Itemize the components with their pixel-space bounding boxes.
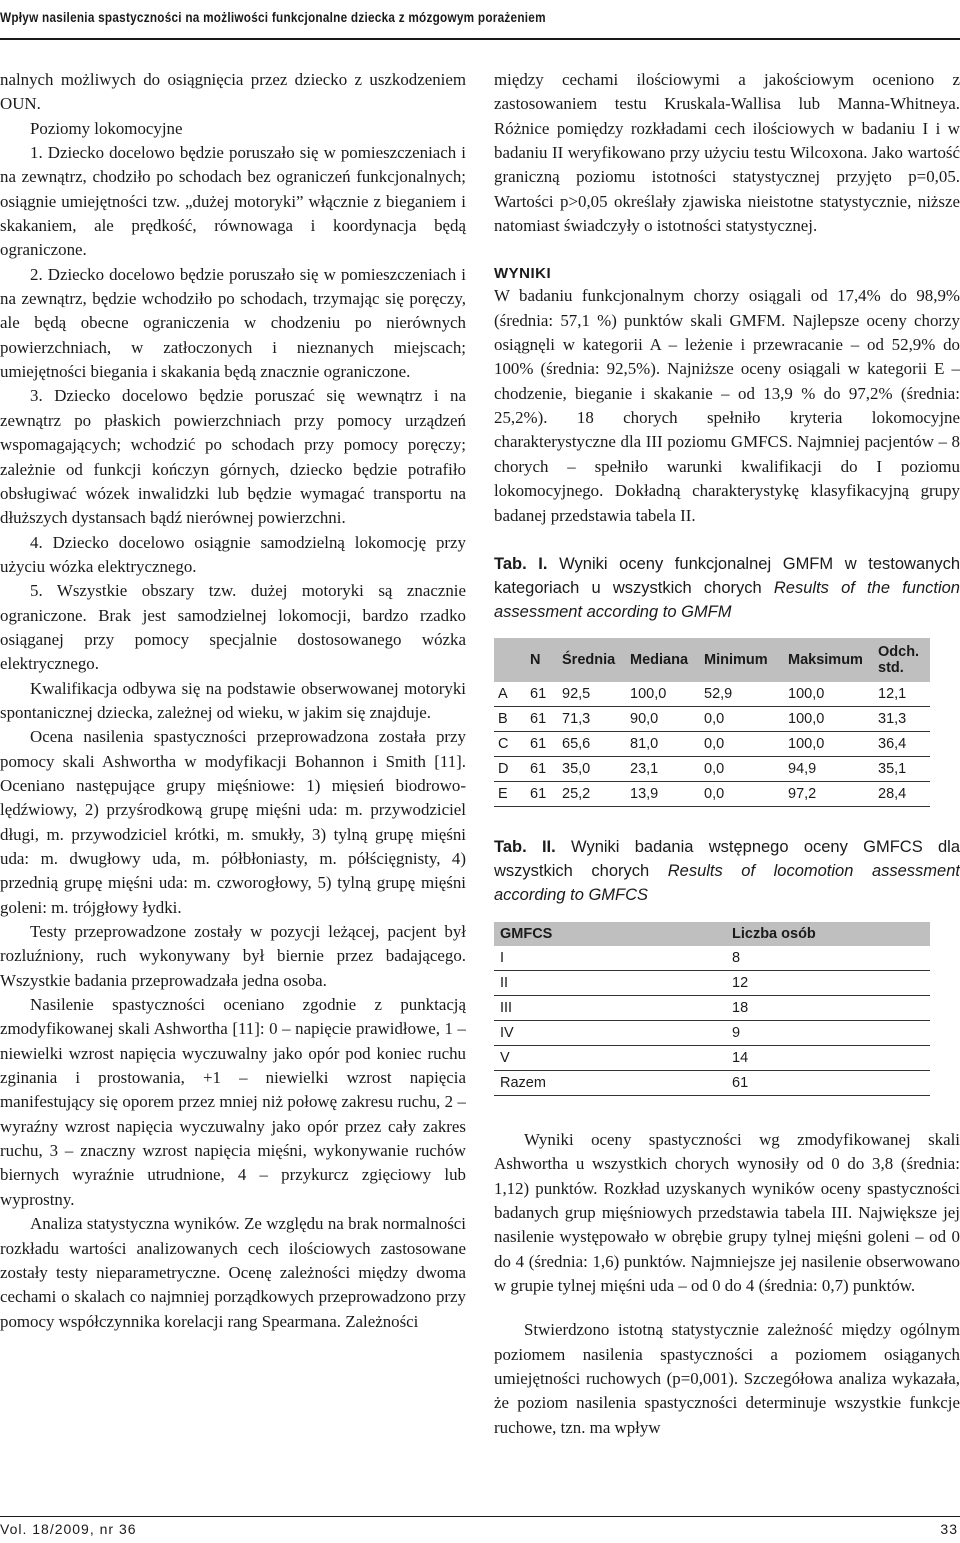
table-row (494, 781, 930, 806)
left-paragraph: Kwalifikacja odbywa się na podstawie obserwowanej motoryki spontanicznej dziecka, zależnej od wieku, w jakim się znajduje. (0, 678, 466, 722)
table-cell: 61 (526, 756, 558, 781)
table1-header-cell (494, 638, 526, 682)
table2-caption (494, 835, 960, 907)
table1-header-cell: Średnia (562, 651, 616, 668)
page-number: 33 (940, 1521, 958, 1537)
left-column (0, 68, 466, 1508)
table1-caption (494, 552, 960, 624)
table1-label: Tab. I. (494, 554, 548, 573)
table-cell: 100,0 (626, 682, 700, 707)
left-paragraph: Testy przeprowadzone zostały w pozycji leżącej, pacjent był rozluźniony, ruch wykonywany był biernie przez badającego. Wszystkie badania przeprowadzała jedna osoba. (0, 922, 466, 990)
table-cell: 0,0 (700, 756, 784, 781)
right-paragraph: Stwierdzono istotną statystycznie zależność między ogólnym poziomem nasilenia spastyczności a poziomem osiąganych umiejętności ruchowych (p=0,001). Szczegółowa analiza wykazała, że poziom nasilenia spastyczności determinuje wszystkie funkcje ruchowe, tzn. ma wpływ (494, 1320, 960, 1437)
footer-rule (0, 1516, 960, 1517)
footer (0, 1521, 960, 1541)
table-cell: 28,4 (874, 781, 930, 806)
table-cell: 18 (726, 995, 930, 1020)
table-cell: 92,5 (558, 682, 626, 707)
left-paragraph: Ocena nasilenia spastyczności przeprowadzona została przy pomocy skali Ashwortha w modyfikacji Bohannon i Smith [11]. Oceniano następujące grupy mięśniowe: 1) mięsień biodrowo-lędźwiowy, 2) przyśrodkową grupę mięśni uda: m. przywodziciel długi, m. przywodziciel krótki, m. smukły, 3) tylną grupę mięśni uda: m. dwugłowy uda, m. półbłoniasty, m. półścięgnisty, 4) przednią grupę mięśni uda: m. czworogłowy, 5) tylną grupę mięśni goleni: m. trójgłowy łydki. (0, 727, 466, 917)
table-cell: 61 (526, 682, 558, 707)
table-cell: Razem (494, 1070, 726, 1095)
header-rule (0, 38, 960, 40)
table-cell: I (494, 946, 726, 971)
table-cell: II (494, 970, 726, 995)
table2-header-row (494, 922, 930, 946)
table-cell: 25,2 (558, 781, 626, 806)
table-cell: 81,0 (626, 731, 700, 756)
table-cell: 90,0 (626, 706, 700, 731)
table1-header-cell: Odch. std. (878, 643, 920, 676)
table-cell: 61 (526, 706, 558, 731)
table1-header-cell: Minimum (704, 651, 768, 668)
table-cell: IV (494, 1020, 726, 1045)
table-row (494, 1070, 930, 1095)
table1-header-cell: Maksimum (788, 651, 863, 668)
table-cell: 8 (726, 946, 930, 971)
table-row (494, 731, 930, 756)
results-heading: WYNIKI (494, 265, 552, 283)
table1-header-cell: N (530, 651, 541, 668)
table1-caption-en: Results of the function assessment according to GMFM (494, 578, 960, 621)
right-paragraph: Wyniki oceny spastyczności wg zmodyfikowanej skali Ashwortha u wszystkich chorych wynosiły od 0 do 3,8 (średnia: 1,12) punktów. Rozkład uzyskanych wyników oceny spastyczności badanych grup mięśniowych przedstawia tabela III. Największe jej nasilenie występowało w obrębie grupy tylnej mięśni goleni – od 0 do 4 (średnia: 1,6) punktów. Najmniejsze jej nasilenie obserwowano w grupie tylnej mięśni uda – od 0 do 4 (średnia: 0,7) punktów. (494, 1129, 960, 1295)
table-row (494, 995, 930, 1020)
right-column (494, 68, 960, 1508)
table2-header-cell: GMFCS (500, 925, 553, 942)
table-cell: 61 (526, 781, 558, 806)
table-cell: 65,6 (558, 731, 626, 756)
left-paragraph: Nasilenie spastyczności oceniano zgodnie z punktacją zmodyfikowanej skali Ashwortha [11]: 0 – napięcie prawidłowe, 1 – niewielki wzrost napięcia wyczuwalny jako opór pod koniec ruchu zginania i prostowania, +1 – niewielki wzrost napięcia manifestujący się oporem przez mniej niż połowę zakresu ruchu, 2 – wyraźny wzrost napięcia wyczuwalny jako opór przez cały zakres ruchu, 3 – znaczny wzrost napięcia mięśni, wykonywanie ruchów biernych wyraźnie utrudnione, 4 – przykurcz zgięciowy lub wyprostny. (0, 995, 466, 1209)
table2-header-cell: Liczba osób (732, 925, 816, 942)
table-row (494, 1020, 930, 1045)
table-cell: 35,1 (874, 756, 930, 781)
table-cell: 13,9 (626, 781, 700, 806)
table1-header-row (494, 638, 930, 682)
table-cell: 0,0 (700, 781, 784, 806)
table-cell: 94,9 (784, 756, 874, 781)
table-cell: 36,4 (874, 731, 930, 756)
left-paragraph: nalnych możliwych do osiągnięcia przez dziecko z uszkodzeniem OUN. (0, 70, 466, 114)
table-cell: 100,0 (784, 706, 874, 731)
table1 (494, 638, 930, 807)
table-row (494, 1045, 930, 1070)
table-cell: 0,0 (700, 706, 784, 731)
table-cell: 9 (726, 1020, 930, 1045)
left-paragraph: 2. Dziecko docelowo będzie poruszało się w pomieszczeniach i na zewnątrz, będzie wchodziło po schodach, trzymając się poręczy, ale będą obecne ograniczenia w chodzeniu po nierównych powierzchniach, w zatłoczonych i nieznanych miejscach; umiejętności biegania i skakania będą znacznie ograniczone. (0, 264, 466, 382)
table2 (494, 922, 930, 1096)
table-cell: 100,0 (784, 682, 874, 707)
table-cell: 97,2 (784, 781, 874, 806)
volume-label: Vol. 18/2009, nr 36 (0, 1521, 137, 1537)
table-cell: 35,0 (558, 756, 626, 781)
table1-caption-pl: Wyniki oceny funkcjonalnej GMFM w testowanych kategoriach u wszystkich chorych (494, 554, 960, 597)
table-cell: D (494, 756, 526, 781)
table-row (494, 946, 930, 971)
table-cell: 61 (526, 731, 558, 756)
left-paragraph: 3. Dziecko docelowo będzie poruszać się wewnątrz i na zewnątrz po płaskich powierzchniach przy pomocy urządzeń wspomagających; wchodzić po schodach przy pomocy poręczy; zależnie od funkcji kończyn górnych, dziecko będzie potrafiło obsługiwać wózek inwalidzki lub będzie wymagać transportu na dłuższych dystansach bądź nierównej powierzchni. (0, 386, 466, 528)
table-cell: 14 (726, 1045, 930, 1070)
left-paragraph: 1. Dziecko docelowo będzie poruszało się w pomieszczeniach i na zewnątrz, chodziło po schodach bez ograniczeń funkcjonalnych; osiągnie umiejętności tzw. „dużej motoryki” włącznie z bieganiem i skakaniem, ale prędkość, równowaga i koordynacja będą ograniczone. (0, 143, 466, 260)
table-cell: 12 (726, 970, 930, 995)
table-cell: 23,1 (626, 756, 700, 781)
table-cell: A (494, 682, 526, 707)
table2-caption-en: Results of locomotion assessment according to GMFCS (494, 861, 960, 904)
left-paragraph: Poziomy lokomocyjne (30, 118, 183, 138)
table2-label: Tab. II. (494, 837, 556, 856)
table-cell: 12,1 (874, 682, 930, 707)
table-row (494, 756, 930, 781)
table-cell: 100,0 (784, 731, 874, 756)
table-cell: 71,3 (558, 706, 626, 731)
table-cell: 31,3 (874, 706, 930, 731)
table-cell: C (494, 731, 526, 756)
table1-header-cell: Mediana (630, 651, 689, 668)
results-paragraph: W badaniu funkcjonalnym chorzy osiągali od 17,4% do 98,9% (średnia: 57,1 %) punktów skali GMFM. Najlepsze oceny chorzy osiągnęli w kategorii A – leżenie i przewracanie – od 52,9% do 100% (średnia: 92,5%). Najniższe oceny osiągali w kategorii E – chodzenie, bieganie i skakanie – od 13,9 % do 97,2% (średnia: 25,2%). 18 chorych spełniło kryteria lokomocyjne charakterystyczne dla III poziomu GMFCS. Najmniej pacjentów – 8 chorych – spełniło warunki kwalifikacji do I poziomu lokomocyjnego. Dokładną charakterystykę klasyfikacyjną grupy badanej przedstawia tabela II. (494, 286, 960, 525)
table2-caption-pl: Wyniki badania wstępnego oceny GMFCS dla wszystkich chorych (494, 837, 960, 880)
running-head: Wpływ nasilenia spastyczności na możliwości funkcjonalne dziecka z mózgowym porażeniem (0, 9, 546, 25)
table-row (494, 682, 930, 707)
table-cell: 52,9 (700, 682, 784, 707)
left-paragraph: 5. Wszystkie obszary tzw. dużej motoryki są znacznie ograniczone. Brak jest samodzielnej lokomocji, bardzo rzadko osiąganej przy pomocy specjalnie dostosowanego wózka elektrycznego. (0, 581, 466, 674)
table-row (494, 706, 930, 731)
left-paragraph: Analiza statystyczna wyników. Ze względu na brak normalności rozkładu wartości analizowanych cech ilościowych zastosowane zostały testy nieparametryczne. Ocenę zależności między dwoma cechami o skalach co najmniej porządkowych przeprowadzono przy pomocy współczynnika korelacji rang Spearmana. Zależności (0, 1214, 466, 1331)
table-cell: V (494, 1045, 726, 1070)
left-paragraph: 4. Dziecko docelowo osiągnie samodzielną lokomocję przy użyciu wózka elektrycznego. (0, 532, 466, 576)
table-cell: III (494, 995, 726, 1020)
table-cell: 61 (726, 1070, 930, 1095)
table-cell: B (494, 706, 526, 731)
table-cell: E (494, 781, 526, 806)
table-cell: 0,0 (700, 731, 784, 756)
right-intro-paragraph: między cechami ilościowymi a jakościowym oceniono z zastosowaniem testu Kruskala-Wallisa lub Manna-Whitneya. Różnice pomiędzy rozkładami cech ilościowych w badaniu I i w badaniu II weryfikowano przy użyciu testu Wilcoxona. Jako wartość graniczną poziomu istotności statystycznej przyjęto p=0,05. Wartości p>0,05 określały zjawiska nieistotne statystycznie, niższe natomiast świadczyły o istotności statystycznej. (494, 70, 960, 236)
table-row (494, 970, 930, 995)
